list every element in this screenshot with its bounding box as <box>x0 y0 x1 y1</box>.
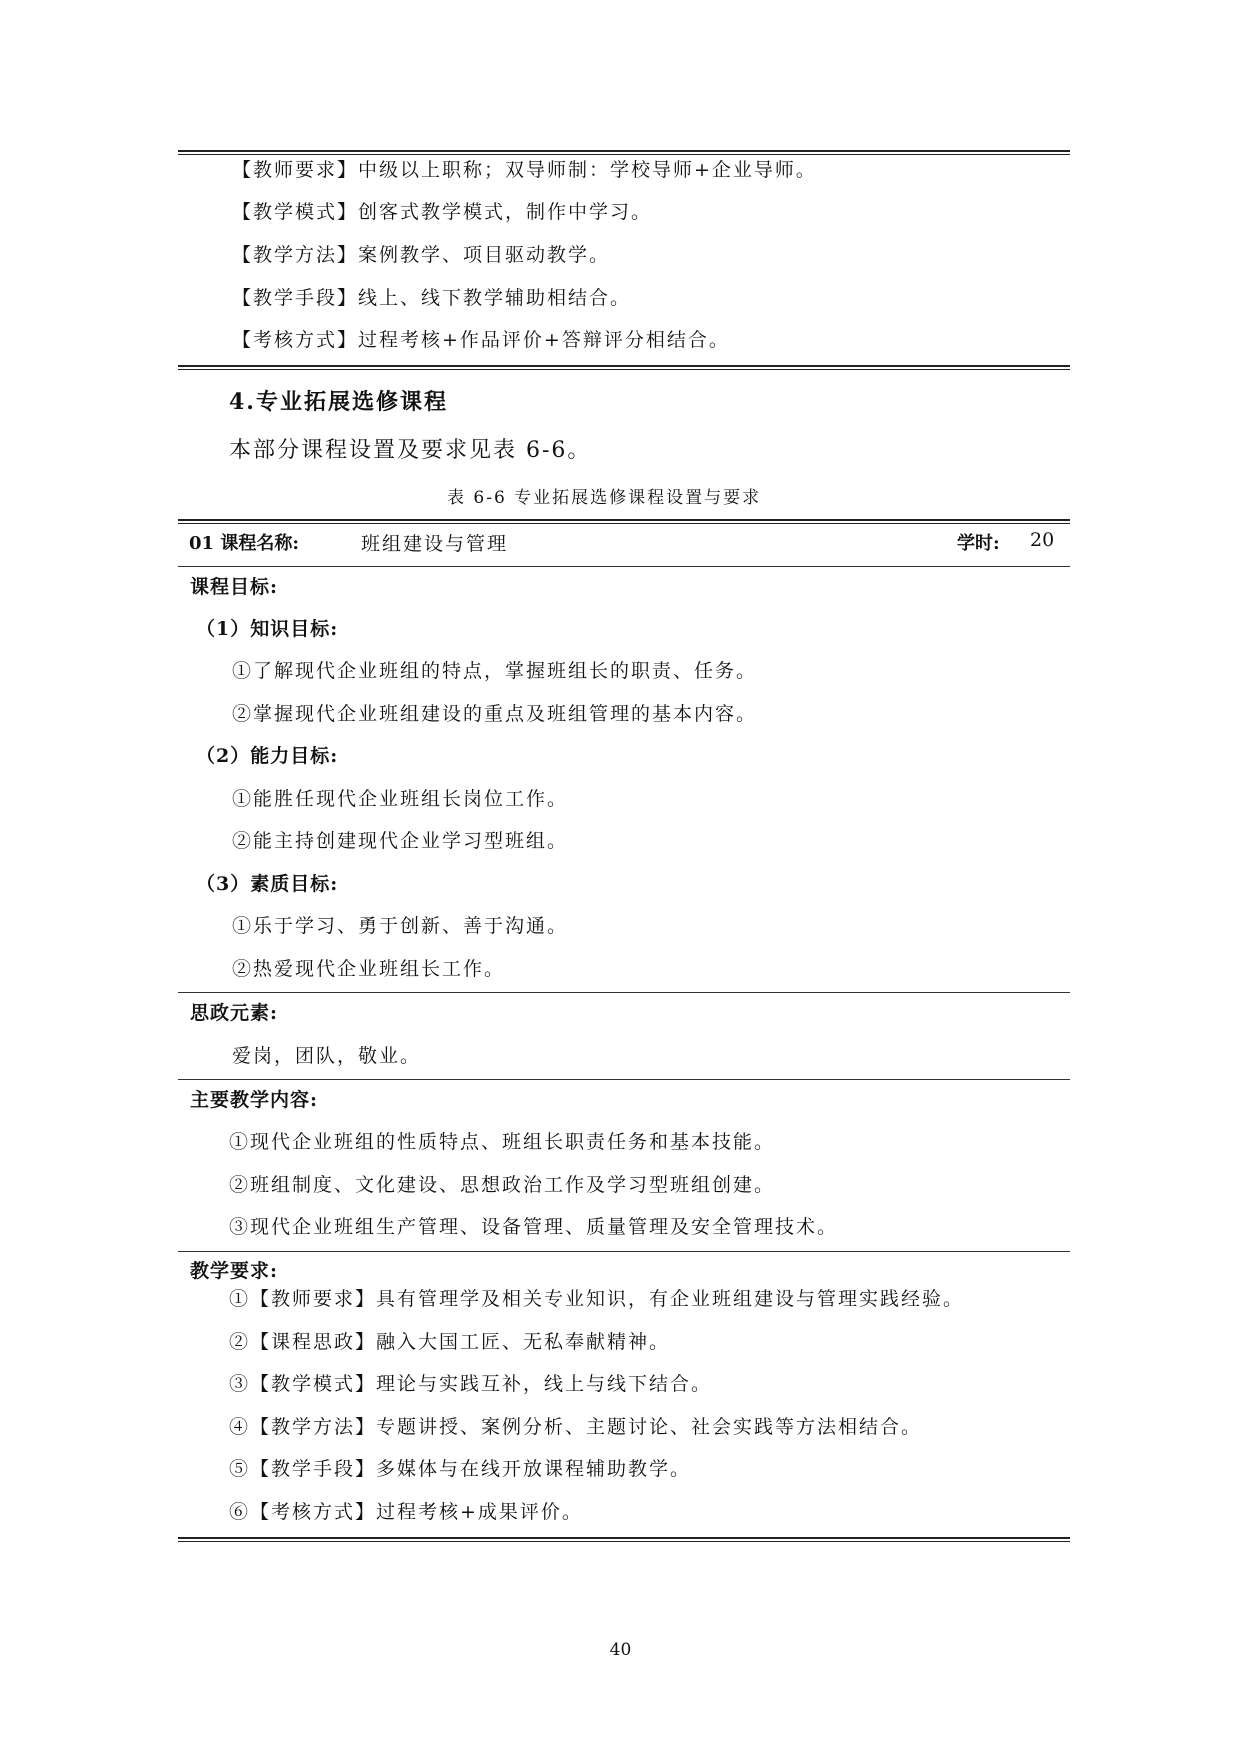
hours-value: 20 <box>1030 529 1055 551</box>
content-title: 主要教学内容: <box>190 1089 319 1111</box>
requirement-item: ⑤【教学手段】多媒体与在线开放课程辅助教学。 <box>229 1458 692 1480</box>
objectives-title: 课程目标: <box>190 576 279 598</box>
top-block-line: 【教学手段】线上、线下教学辅助相结合。 <box>232 287 632 309</box>
row-divider <box>178 566 1070 567</box>
top-block-line: 【教学模式】创客式教学模式，制作中学习。 <box>232 201 653 223</box>
knowledge-item: ①了解现代企业班组的特点，掌握班组长的职责、任务。 <box>232 660 758 682</box>
top-block-line: 【考核方式】过程考核+作品评价+答辩评分相结合。 <box>232 329 730 351</box>
ability-item: ①能胜任现代企业班组长岗位工作。 <box>232 788 569 810</box>
requirement-item: ④【教学方法】专题讲授、案例分析、主题讨论、社会实践等方法相结合。 <box>229 1416 923 1438</box>
section-heading: 4.专业拓展选修课程 <box>229 389 448 415</box>
top-table-bottom-rule <box>178 365 1070 370</box>
ability-item: ②能主持创建现代企业学习型班组。 <box>232 830 569 852</box>
page-number: 40 <box>609 1640 632 1660</box>
ability-title: （2）能力目标: <box>196 745 339 767</box>
content-item: ③现代企业班组生产管理、设备管理、质量管理及安全管理技术。 <box>229 1216 839 1238</box>
table-caption: 表 6-6 专业拓展选修课程设置与要求 <box>447 488 762 508</box>
requirement-item: ⑥【考核方式】过程考核+成果评价。 <box>229 1501 583 1523</box>
course-number-label: 01 课程名称: <box>189 533 299 554</box>
knowledge-title: （1）知识目标: <box>196 618 339 640</box>
content-item: ①现代企业班组的性质特点、班组长职责任务和基本技能。 <box>229 1131 776 1153</box>
row-divider <box>178 1079 1070 1080</box>
requirement-item: ①【教师要求】具有管理学及相关专业知识，有企业班组建设与管理实践经验。 <box>229 1288 965 1310</box>
course-name: 班组建设与管理 <box>361 533 509 555</box>
top-block-line: 【教师要求】中级以上职称；双导师制：学校导师+企业导师。 <box>232 159 817 181</box>
content-item: ②班组制度、文化建设、思想政治工作及学习型班组创建。 <box>229 1174 776 1196</box>
ideology-text: 爱岗，团队，敬业。 <box>232 1045 422 1067</box>
row-divider <box>178 1251 1070 1252</box>
row-divider <box>178 992 1070 993</box>
requirements-title: 教学要求: <box>190 1260 279 1282</box>
hours-label: 学时: <box>957 533 1000 554</box>
top-block-line: 【教学方法】案例教学、项目驱动教学。 <box>232 244 611 266</box>
quality-title: （3）素质目标: <box>196 873 339 895</box>
requirement-item: ③【教学模式】理论与实践互补，线上与线下结合。 <box>229 1373 713 1395</box>
ideology-title: 思政元素: <box>190 1002 279 1024</box>
knowledge-item: ②掌握现代企业班组建设的重点及班组管理的基本内容。 <box>232 703 758 725</box>
quality-item: ①乐于学习、勇于创新、善于沟通。 <box>232 915 569 937</box>
course-table-top-rule <box>178 519 1070 524</box>
requirement-item: ②【课程思政】融入大国工匠、无私奉献精神。 <box>229 1331 671 1353</box>
quality-item: ②热爱现代企业班组长工作。 <box>232 958 506 980</box>
section-intro: 本部分课程设置及要求见表 6-6。 <box>229 438 592 463</box>
course-table-bottom-rule <box>178 1537 1070 1542</box>
